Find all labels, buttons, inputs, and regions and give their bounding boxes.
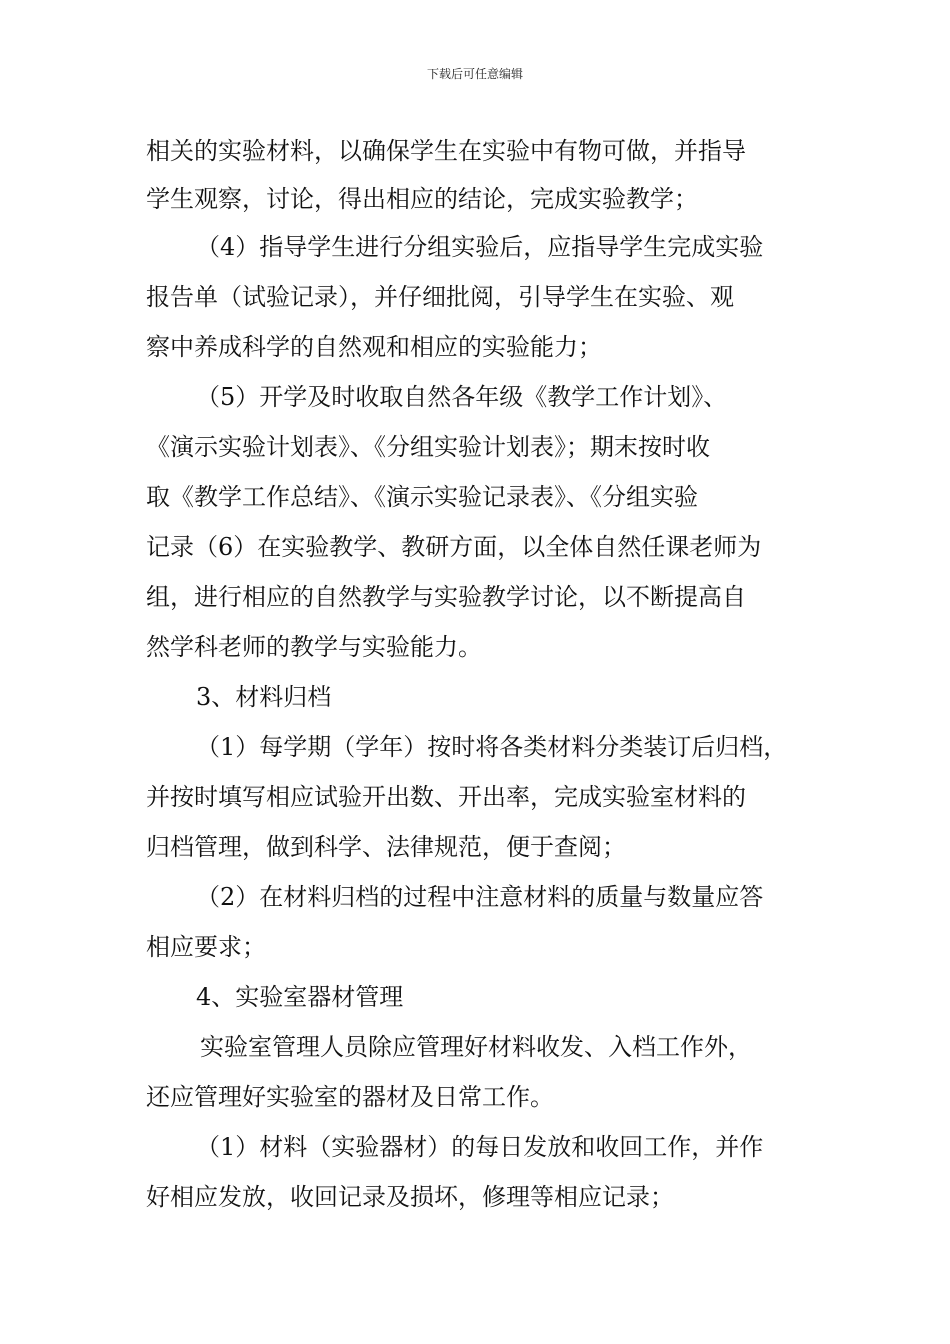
text-line: 实验室管理人员除应管理好材料收发、入档工作外， bbox=[200, 1033, 752, 1061]
text-line: 察中养成科学的自然观和相应的实验能力； bbox=[146, 333, 602, 361]
section-heading: 4、实验室器材管理 bbox=[196, 983, 404, 1011]
text-line: 然学科老师的教学与实验能力。 bbox=[146, 633, 482, 661]
text-line: 归档管理，做到科学、法律规范，便于查阅； bbox=[146, 833, 626, 861]
text-line: （4）指导学生进行分组实验后，应指导学生完成实验 bbox=[196, 233, 764, 261]
text-line: 并按时填写相应试验开出数、开出率，完成实验室材料的 bbox=[146, 783, 746, 811]
text-line: （5）开学及时收取自然各年级《教学工作计划》、 bbox=[196, 383, 728, 411]
section-heading: 3、材料归档 bbox=[196, 683, 332, 711]
text-line: 好相应发放，收回记录及损坏，修理等相应记录； bbox=[146, 1183, 674, 1211]
text-line: （1）材料（实验器材）的每日发放和收回工作，并作 bbox=[196, 1133, 764, 1161]
text-line: 相应要求； bbox=[146, 933, 266, 961]
text-line: 记录（6）在实验教学、教研方面，以全体自然任课老师为 bbox=[146, 533, 762, 561]
text-line: 报告单（试验记录），并仔细批阅，引导学生在实验、观 bbox=[146, 283, 734, 311]
text-line: （1）每学期（学年）按时将各类材料分类装订后归档， bbox=[196, 733, 788, 761]
text-line: 组，进行相应的自然教学与实验教学讨论，以不断提高自 bbox=[146, 583, 746, 611]
text-line: 还应管理好实验室的器材及日常工作。 bbox=[146, 1083, 554, 1111]
page-header: 下载后可任意编辑 bbox=[426, 67, 523, 81]
text-line: 《演示实验计划表》、《分组实验计划表》；期末按时收 bbox=[146, 433, 710, 461]
text-line: 相关的实验材料，以确保学生在实验中有物可做，并指导 bbox=[146, 137, 746, 165]
text-line: （2）在材料归档的过程中注意材料的质量与数量应答 bbox=[196, 883, 764, 911]
text-line: 取《教学工作总结》、《演示实验记录表》、《分组实验 bbox=[146, 483, 698, 511]
text-line: 学生观察，讨论，得出相应的结论，完成实验教学； bbox=[146, 185, 698, 213]
